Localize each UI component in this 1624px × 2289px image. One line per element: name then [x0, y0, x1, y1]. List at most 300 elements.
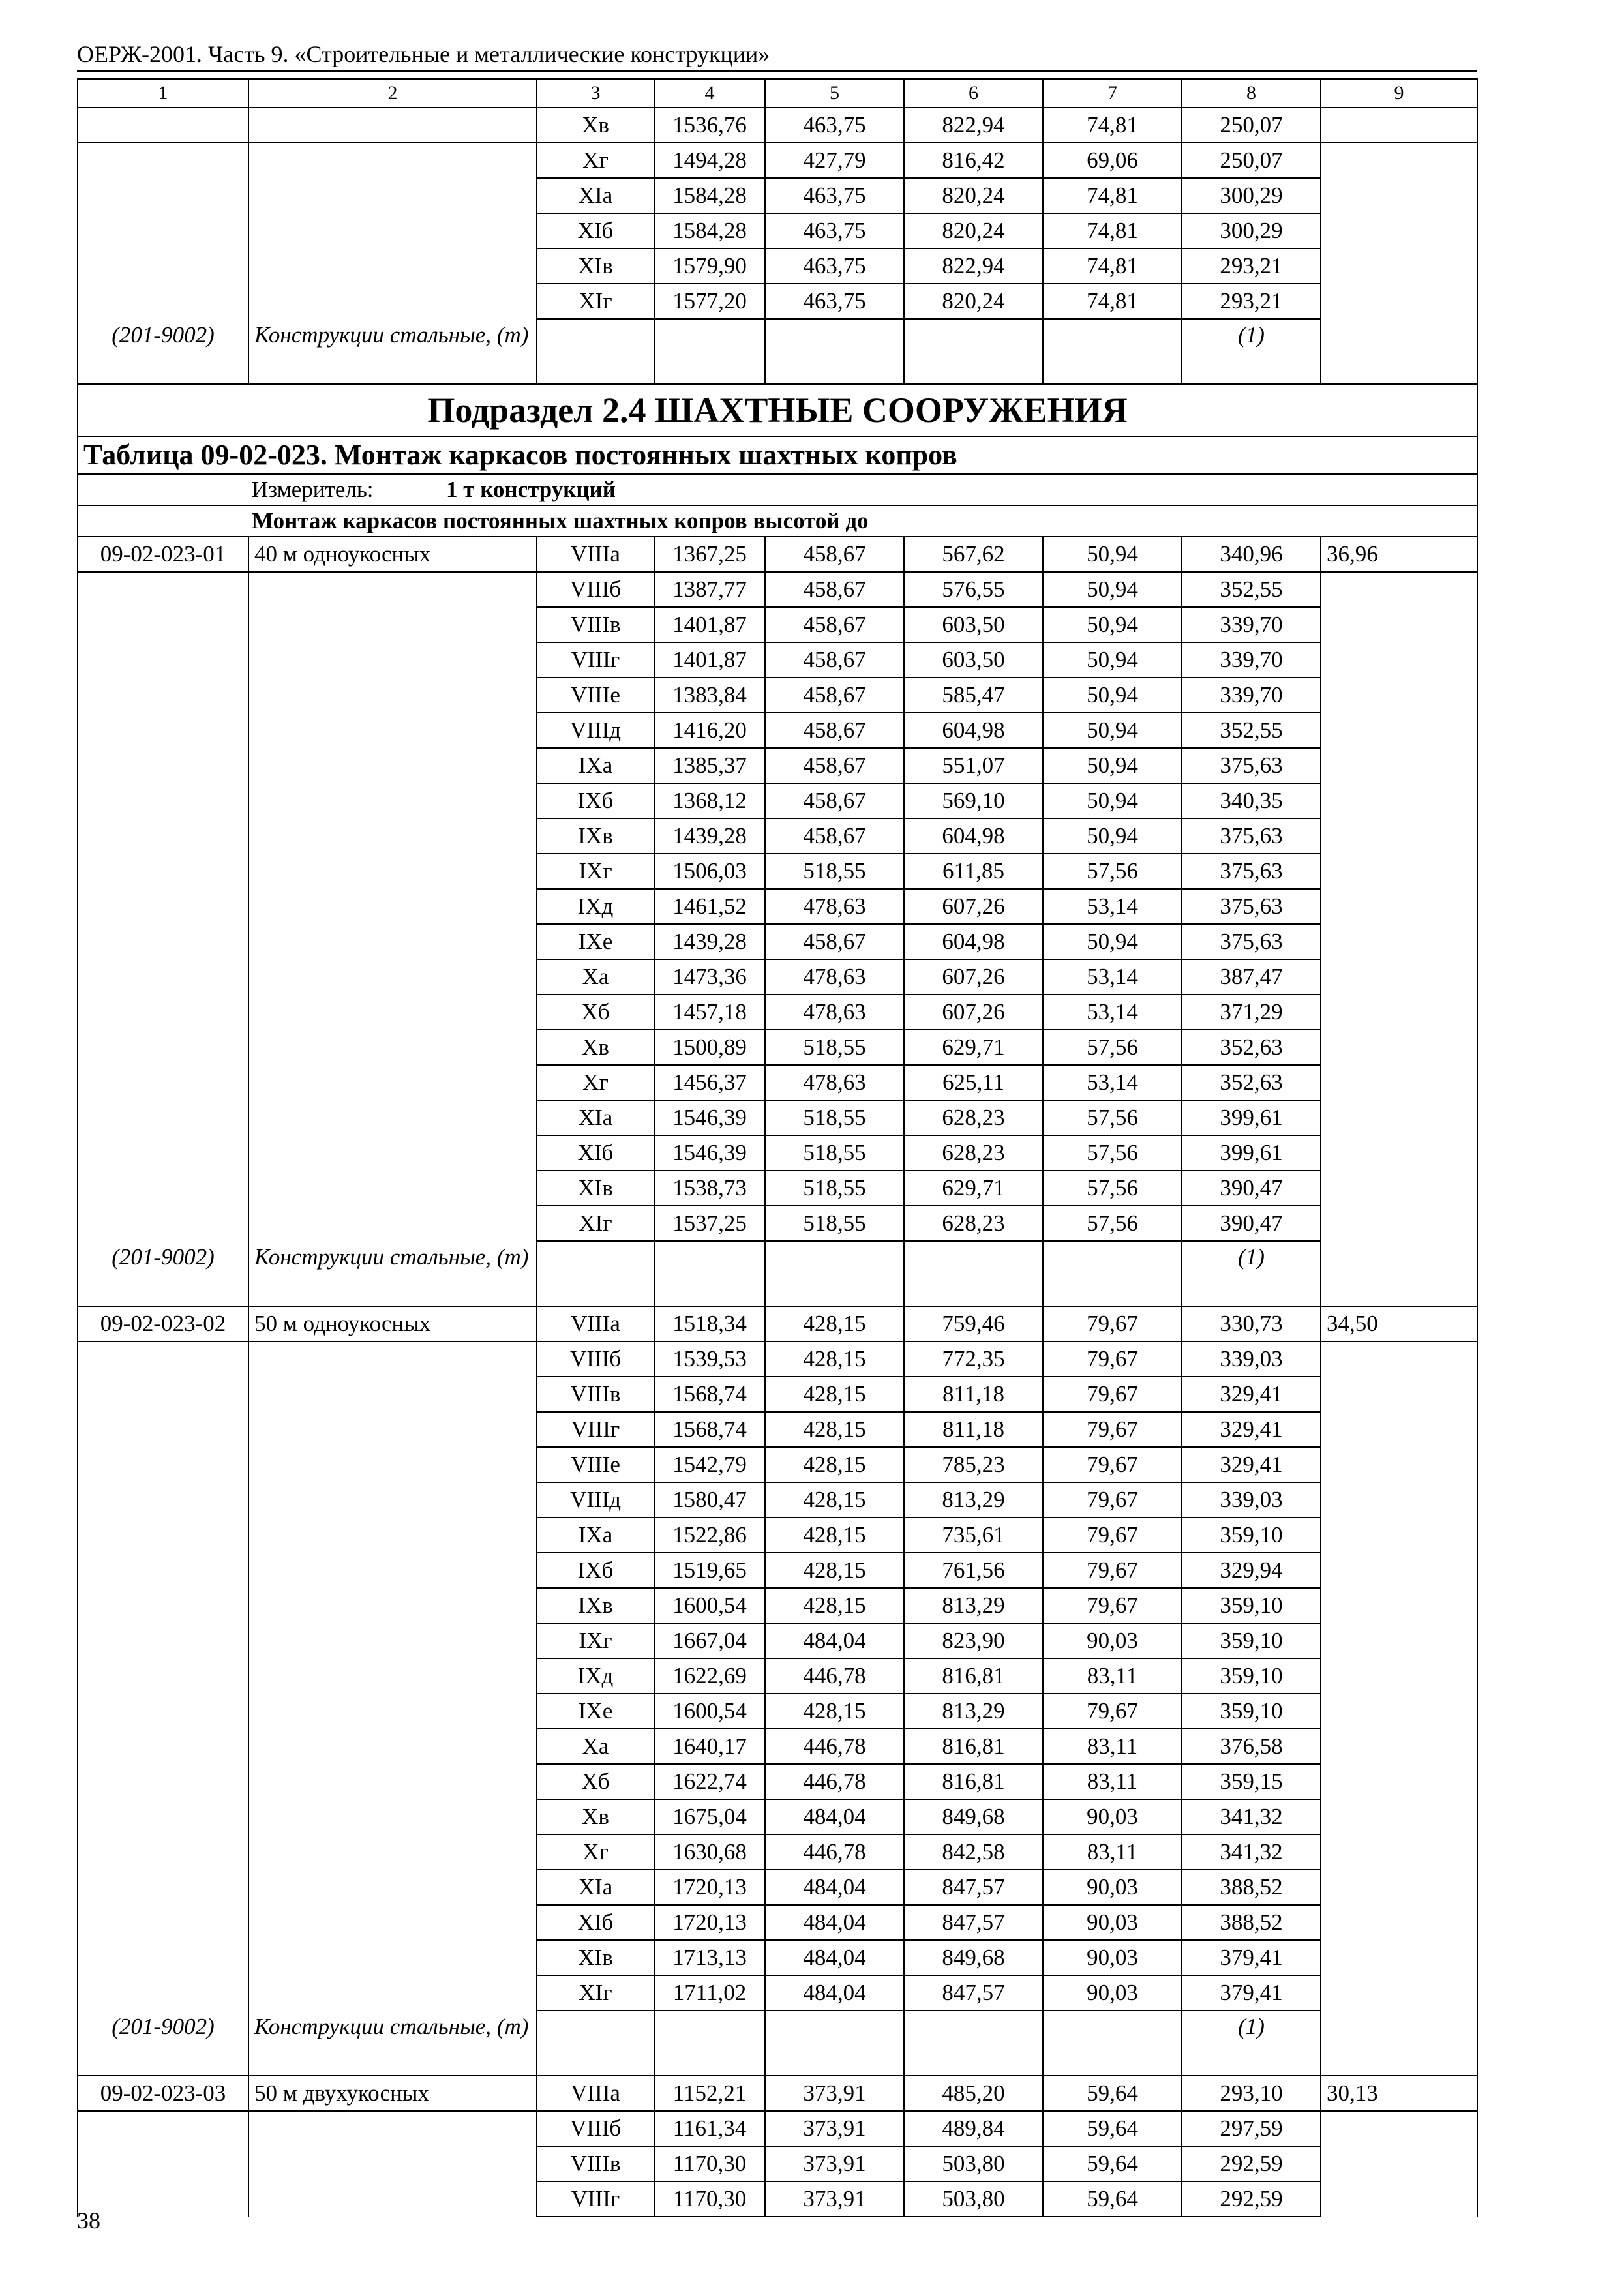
zone-cell: IХе [537, 1694, 654, 1729]
table-row [78, 1171, 1477, 1206]
value-cell: 629,71 [904, 1030, 1043, 1065]
value-cell: 390,47 [1182, 1206, 1321, 1241]
value-cell: 74,81 [1043, 178, 1182, 213]
work-name [248, 143, 537, 178]
value-cell: 847,57 [904, 1905, 1043, 1940]
column-number: 4 [654, 79, 765, 108]
value-cell: 339,03 [1182, 1341, 1321, 1377]
value-cell: 759,46 [904, 1306, 1043, 1341]
col9-value [1321, 1553, 1477, 1588]
table-title: Таблица 09-02-023. Монтаж каркасов постоянных шахтных копров [78, 436, 1477, 474]
zone-cell: VIIIб [537, 1341, 654, 1377]
zone-cell: IХв [537, 1588, 654, 1623]
value-cell: 458,67 [765, 678, 904, 713]
value-cell: 603,50 [904, 607, 1043, 642]
value-cell: 297,59 [1182, 2111, 1321, 2146]
rate-code [78, 713, 248, 748]
value-cell: 551,07 [904, 748, 1043, 783]
value-cell: 79,67 [1043, 1588, 1182, 1623]
table-row [78, 783, 1477, 818]
value-cell: 375,63 [1182, 889, 1321, 924]
value-cell: 811,18 [904, 1377, 1043, 1412]
value-cell: 1539,53 [654, 1341, 765, 1377]
value-cell: 399,61 [1182, 1135, 1321, 1171]
rate-code [78, 572, 248, 607]
value-cell: 478,63 [765, 889, 904, 924]
zone-cell: VIIIа [537, 1306, 654, 1341]
value-cell: 761,56 [904, 1553, 1043, 1588]
value-cell: 518,55 [765, 1030, 904, 1065]
zone-cell: Хв [537, 1030, 654, 1065]
work-name [248, 1729, 537, 1764]
value-cell: 458,67 [765, 818, 904, 854]
value-cell: 1416,20 [654, 713, 765, 748]
value-cell: 79,67 [1043, 1306, 1182, 1341]
value-cell: 458,67 [765, 713, 904, 748]
table-row [78, 1729, 1477, 1764]
resource-qty: (1) [1182, 1241, 1321, 1306]
empty-cell [537, 319, 654, 384]
resource-qty: (1) [1182, 2011, 1321, 2076]
value-cell: 628,23 [904, 1100, 1043, 1135]
zone-cell: VIIIг [537, 642, 654, 678]
value-cell: 329,41 [1182, 1447, 1321, 1482]
value-cell: 57,56 [1043, 1030, 1182, 1065]
value-cell: 1494,28 [654, 143, 765, 178]
col9-value [1321, 1623, 1477, 1658]
value-cell: 484,04 [765, 1870, 904, 1905]
column-number: 5 [765, 79, 904, 108]
value-cell: 79,67 [1043, 1412, 1182, 1447]
value-cell: 567,62 [904, 537, 1043, 572]
value-cell: 57,56 [1043, 1100, 1182, 1135]
rate-code [78, 1834, 248, 1870]
measure-row [78, 474, 1477, 505]
value-cell: 478,63 [765, 1065, 904, 1100]
value-cell: 1439,28 [654, 924, 765, 959]
value-cell: 463,75 [765, 284, 904, 319]
value-cell: 90,03 [1043, 1870, 1182, 1905]
col9-value [1321, 1100, 1477, 1135]
value-cell: 50,94 [1043, 642, 1182, 678]
value-cell: 69,06 [1043, 143, 1182, 178]
value-cell: 813,29 [904, 1482, 1043, 1518]
resource-name: Конструкции стальные, (т) [248, 1241, 537, 1306]
value-cell: 820,24 [904, 178, 1043, 213]
zone-cell: IХг [537, 854, 654, 889]
empty-cell [904, 1241, 1043, 1306]
rate-code [78, 2181, 248, 2217]
value-cell: 446,78 [765, 1658, 904, 1694]
value-cell: 90,03 [1043, 1975, 1182, 2011]
col9-value [1321, 1799, 1477, 1834]
value-cell: 74,81 [1043, 248, 1182, 284]
table-row [78, 818, 1477, 854]
value-cell: 74,81 [1043, 108, 1182, 143]
value-cell: 503,80 [904, 2181, 1043, 2217]
value-cell: 1584,28 [654, 178, 765, 213]
col9-value [1321, 1341, 1477, 1377]
rate-code: 09-02-023-03 [78, 2076, 248, 2111]
col9-value [1321, 959, 1477, 995]
value-cell: 50,94 [1043, 924, 1182, 959]
zone-cell: VIIIе [537, 1447, 654, 1482]
table-row [78, 108, 1477, 143]
value-cell: 785,23 [904, 1447, 1043, 1482]
rate-code [78, 889, 248, 924]
value-cell: 458,67 [765, 783, 904, 818]
value-cell: 59,64 [1043, 2111, 1182, 2146]
col9-value [1321, 248, 1477, 284]
value-cell: 373,91 [765, 2111, 904, 2146]
work-name [248, 1764, 537, 1799]
value-cell: 484,04 [765, 1623, 904, 1658]
zone-cell: ХIб [537, 213, 654, 248]
work-name [248, 1940, 537, 1975]
value-cell: 816,81 [904, 1764, 1043, 1799]
value-cell: 604,98 [904, 818, 1043, 854]
col9-value [1321, 1694, 1477, 1729]
value-cell: 1170,30 [654, 2146, 765, 2181]
work-name [248, 1377, 537, 1412]
value-cell: 518,55 [765, 1206, 904, 1241]
rate-code [78, 1975, 248, 2011]
value-cell: 90,03 [1043, 1799, 1182, 1834]
col9-value [1321, 1975, 1477, 2011]
column-number: 2 [248, 79, 537, 108]
work-name [248, 248, 537, 284]
value-cell: 1401,87 [654, 607, 765, 642]
rate-code [78, 1588, 248, 1623]
col9-value [1321, 748, 1477, 783]
value-cell: 458,67 [765, 642, 904, 678]
rate-code [78, 178, 248, 213]
table-row [78, 889, 1477, 924]
value-cell: 53,14 [1043, 959, 1182, 995]
col9-value [1321, 1729, 1477, 1764]
value-cell: 607,26 [904, 959, 1043, 995]
value-cell: 371,29 [1182, 995, 1321, 1030]
zone-cell: VIIIг [537, 1412, 654, 1447]
col9-value [1321, 213, 1477, 248]
value-cell: 607,26 [904, 889, 1043, 924]
col9-value [1321, 108, 1477, 143]
table-row [78, 1518, 1477, 1553]
value-cell: 569,10 [904, 783, 1043, 818]
value-cell: 250,07 [1182, 108, 1321, 143]
value-cell: 359,10 [1182, 1658, 1321, 1694]
value-cell: 811,18 [904, 1412, 1043, 1447]
value-cell: 1630,68 [654, 1834, 765, 1870]
zone-cell: VIIIа [537, 537, 654, 572]
zone-cell: IХг [537, 1623, 654, 1658]
table-row [78, 1905, 1477, 1940]
col9-value [1321, 1171, 1477, 1206]
col9-value: 36,96 [1321, 537, 1477, 572]
value-cell: 1536,76 [654, 108, 765, 143]
value-cell: 816,81 [904, 1658, 1043, 1694]
resource-row [78, 1241, 1477, 1306]
work-name [248, 1341, 537, 1377]
rate-code [78, 1100, 248, 1135]
value-cell: 629,71 [904, 1171, 1043, 1206]
value-cell: 74,81 [1043, 213, 1182, 248]
empty-cell [654, 1241, 765, 1306]
rate-code [78, 1764, 248, 1799]
value-cell: 607,26 [904, 995, 1043, 1030]
value-cell: 484,04 [765, 1940, 904, 1975]
value-cell: 79,67 [1043, 1553, 1182, 1588]
table-row [78, 1658, 1477, 1694]
value-cell: 585,47 [904, 678, 1043, 713]
col9-value [1321, 1482, 1477, 1518]
empty-cell [1321, 2011, 1477, 2076]
empty-cell [537, 1241, 654, 1306]
table-row [78, 178, 1477, 213]
table-row [78, 1870, 1477, 1905]
resource-code: (201-9002) [78, 2011, 248, 2076]
value-cell: 352,55 [1182, 713, 1321, 748]
work-name [248, 2181, 537, 2217]
work-name [248, 889, 537, 924]
zone-cell: Ха [537, 959, 654, 995]
column-number: 6 [904, 79, 1043, 108]
value-cell: 339,70 [1182, 678, 1321, 713]
measure-cell [78, 474, 1477, 505]
work-name [248, 818, 537, 854]
value-cell: 820,24 [904, 284, 1043, 319]
value-cell: 813,29 [904, 1694, 1043, 1729]
col9-value [1321, 1135, 1477, 1171]
value-cell: 50,94 [1043, 748, 1182, 783]
empty-cell [1043, 1241, 1182, 1306]
value-cell: 293,21 [1182, 248, 1321, 284]
zone-cell: IХв [537, 818, 654, 854]
value-cell: 463,75 [765, 213, 904, 248]
col9-value [1321, 1065, 1477, 1100]
value-cell: 1546,39 [654, 1100, 765, 1135]
zone-cell: ХIг [537, 1206, 654, 1241]
zone-cell: Хб [537, 1764, 654, 1799]
value-cell: 1457,18 [654, 995, 765, 1030]
table-row [78, 143, 1477, 178]
value-cell: 57,56 [1043, 854, 1182, 889]
work-name [248, 1447, 537, 1482]
value-cell: 90,03 [1043, 1905, 1182, 1940]
value-cell: 463,75 [765, 108, 904, 143]
value-cell: 379,41 [1182, 1975, 1321, 2011]
col9-value [1321, 783, 1477, 818]
work-name [248, 213, 537, 248]
value-cell: 1522,86 [654, 1518, 765, 1553]
value-cell: 1546,39 [654, 1135, 765, 1171]
value-cell: 1383,84 [654, 678, 765, 713]
table-row [78, 1764, 1477, 1799]
rate-code [78, 1729, 248, 1764]
value-cell: 59,64 [1043, 2076, 1182, 2111]
value-cell: 1640,17 [654, 1729, 765, 1764]
resource-row [78, 2011, 1477, 2076]
value-cell: 1473,36 [654, 959, 765, 995]
work-name [248, 1694, 537, 1729]
value-cell: 376,58 [1182, 1729, 1321, 1764]
value-cell: 59,64 [1043, 2181, 1182, 2217]
value-cell: 478,63 [765, 995, 904, 1030]
document-header: ОЕРЖ-2001. Часть 9. «Строительные и металлические конструкции» [77, 41, 770, 67]
rate-code [78, 607, 248, 642]
rate-code [78, 284, 248, 319]
value-cell: 390,47 [1182, 1171, 1321, 1206]
value-cell: 90,03 [1043, 1623, 1182, 1658]
work-name [248, 959, 537, 995]
zone-cell: VIIIб [537, 2111, 654, 2146]
table-row [78, 1377, 1477, 1412]
value-cell: 484,04 [765, 1975, 904, 2011]
col9-value [1321, 854, 1477, 889]
value-cell: 1622,69 [654, 1658, 765, 1694]
value-cell: 1600,54 [654, 1694, 765, 1729]
value-cell: 463,75 [765, 178, 904, 213]
zone-cell: Ха [537, 1729, 654, 1764]
table-row [78, 2146, 1477, 2181]
value-cell: 79,67 [1043, 1482, 1182, 1518]
work-name [248, 783, 537, 818]
col9-value [1321, 995, 1477, 1030]
zone-cell: Хг [537, 143, 654, 178]
empty-cell [1321, 319, 1477, 384]
col9-value [1321, 1206, 1477, 1241]
zone-cell: VIIIб [537, 572, 654, 607]
value-cell: 1500,89 [654, 1030, 765, 1065]
table-title-row [78, 436, 1477, 474]
value-cell: 79,67 [1043, 1377, 1182, 1412]
value-cell: 1568,74 [654, 1377, 765, 1412]
value-cell: 373,91 [765, 2076, 904, 2111]
measure-value: 1 т конструкций [446, 477, 616, 502]
value-cell: 59,64 [1043, 2146, 1182, 2181]
value-cell: 604,98 [904, 713, 1043, 748]
value-cell: 823,90 [904, 1623, 1043, 1658]
zone-cell: VIIIв [537, 2146, 654, 2181]
value-cell: 388,52 [1182, 1870, 1321, 1905]
col9-value [1321, 1764, 1477, 1799]
table-row [78, 924, 1477, 959]
value-cell: 816,81 [904, 1729, 1043, 1764]
table-row [78, 213, 1477, 248]
value-cell: 1170,30 [654, 2181, 765, 2217]
rate-code [78, 1447, 248, 1482]
value-cell: 90,03 [1043, 1940, 1182, 1975]
zone-cell: VIIIв [537, 1377, 654, 1412]
rate-code [78, 248, 248, 284]
column-number: 1 [78, 79, 248, 108]
work-name [248, 1030, 537, 1065]
value-cell: 57,56 [1043, 1206, 1182, 1241]
value-cell: 625,11 [904, 1065, 1043, 1100]
work-name [248, 1975, 537, 2011]
value-cell: 446,78 [765, 1834, 904, 1870]
resource-qty: (1) [1182, 319, 1321, 384]
value-cell: 478,63 [765, 959, 904, 995]
value-cell: 428,15 [765, 1694, 904, 1729]
zone-cell: ХIа [537, 1870, 654, 1905]
table-row [78, 854, 1477, 889]
column-number: 8 [1182, 79, 1321, 108]
value-cell: 427,79 [765, 143, 904, 178]
value-cell: 359,10 [1182, 1588, 1321, 1623]
column-number: 3 [537, 79, 654, 108]
work-name [248, 1482, 537, 1518]
value-cell: 293,10 [1182, 2076, 1321, 2111]
table-row [78, 1100, 1477, 1135]
zone-cell: VIIIа [537, 2076, 654, 2111]
table-row [78, 1065, 1477, 1100]
column-number: 9 [1321, 79, 1477, 108]
value-cell: 1538,73 [654, 1171, 765, 1206]
value-cell: 1368,12 [654, 783, 765, 818]
table-row [78, 1834, 1477, 1870]
value-cell: 53,14 [1043, 889, 1182, 924]
table-row [78, 713, 1477, 748]
col9-value [1321, 713, 1477, 748]
value-cell: 50,94 [1043, 678, 1182, 713]
work-name [248, 2111, 537, 2146]
value-cell: 428,15 [765, 1412, 904, 1447]
value-cell: 1667,04 [654, 1623, 765, 1658]
value-cell: 83,11 [1043, 1729, 1182, 1764]
value-cell: 1568,74 [654, 1412, 765, 1447]
col9-value [1321, 1588, 1477, 1623]
value-cell: 816,42 [904, 143, 1043, 178]
rate-code [78, 995, 248, 1030]
work-name: 50 м одноукосных [248, 1306, 537, 1341]
work-name [248, 1171, 537, 1206]
value-cell: 628,23 [904, 1206, 1043, 1241]
value-cell: 518,55 [765, 854, 904, 889]
rate-code [78, 1482, 248, 1518]
zone-cell: IХа [537, 1518, 654, 1553]
value-cell: 300,29 [1182, 213, 1321, 248]
value-cell: 1385,37 [654, 748, 765, 783]
value-cell: 1506,03 [654, 854, 765, 889]
work-name [248, 2146, 537, 2181]
value-cell: 1622,74 [654, 1764, 765, 1799]
value-cell: 428,15 [765, 1482, 904, 1518]
rate-code [78, 818, 248, 854]
value-cell: 340,35 [1182, 783, 1321, 818]
zone-cell: IХе [537, 924, 654, 959]
value-cell: 1713,13 [654, 1940, 765, 1975]
value-cell: 458,67 [765, 924, 904, 959]
zone-cell: ХIв [537, 1171, 654, 1206]
work-name [248, 1799, 537, 1834]
table-row [78, 1940, 1477, 1975]
value-cell: 330,73 [1182, 1306, 1321, 1341]
value-cell: 484,04 [765, 1905, 904, 1940]
col9-value [1321, 2146, 1477, 2181]
value-cell: 352,63 [1182, 1030, 1321, 1065]
value-cell: 373,91 [765, 2181, 904, 2217]
col9-value: 34,50 [1321, 1306, 1477, 1341]
col9-value [1321, 818, 1477, 854]
col9-value [1321, 1412, 1477, 1447]
col9-value [1321, 1377, 1477, 1412]
work-name [248, 108, 537, 143]
value-cell: 1161,34 [654, 2111, 765, 2146]
empty-cell [537, 2011, 654, 2076]
col9-value [1321, 2111, 1477, 2146]
col9-value [1321, 1447, 1477, 1482]
